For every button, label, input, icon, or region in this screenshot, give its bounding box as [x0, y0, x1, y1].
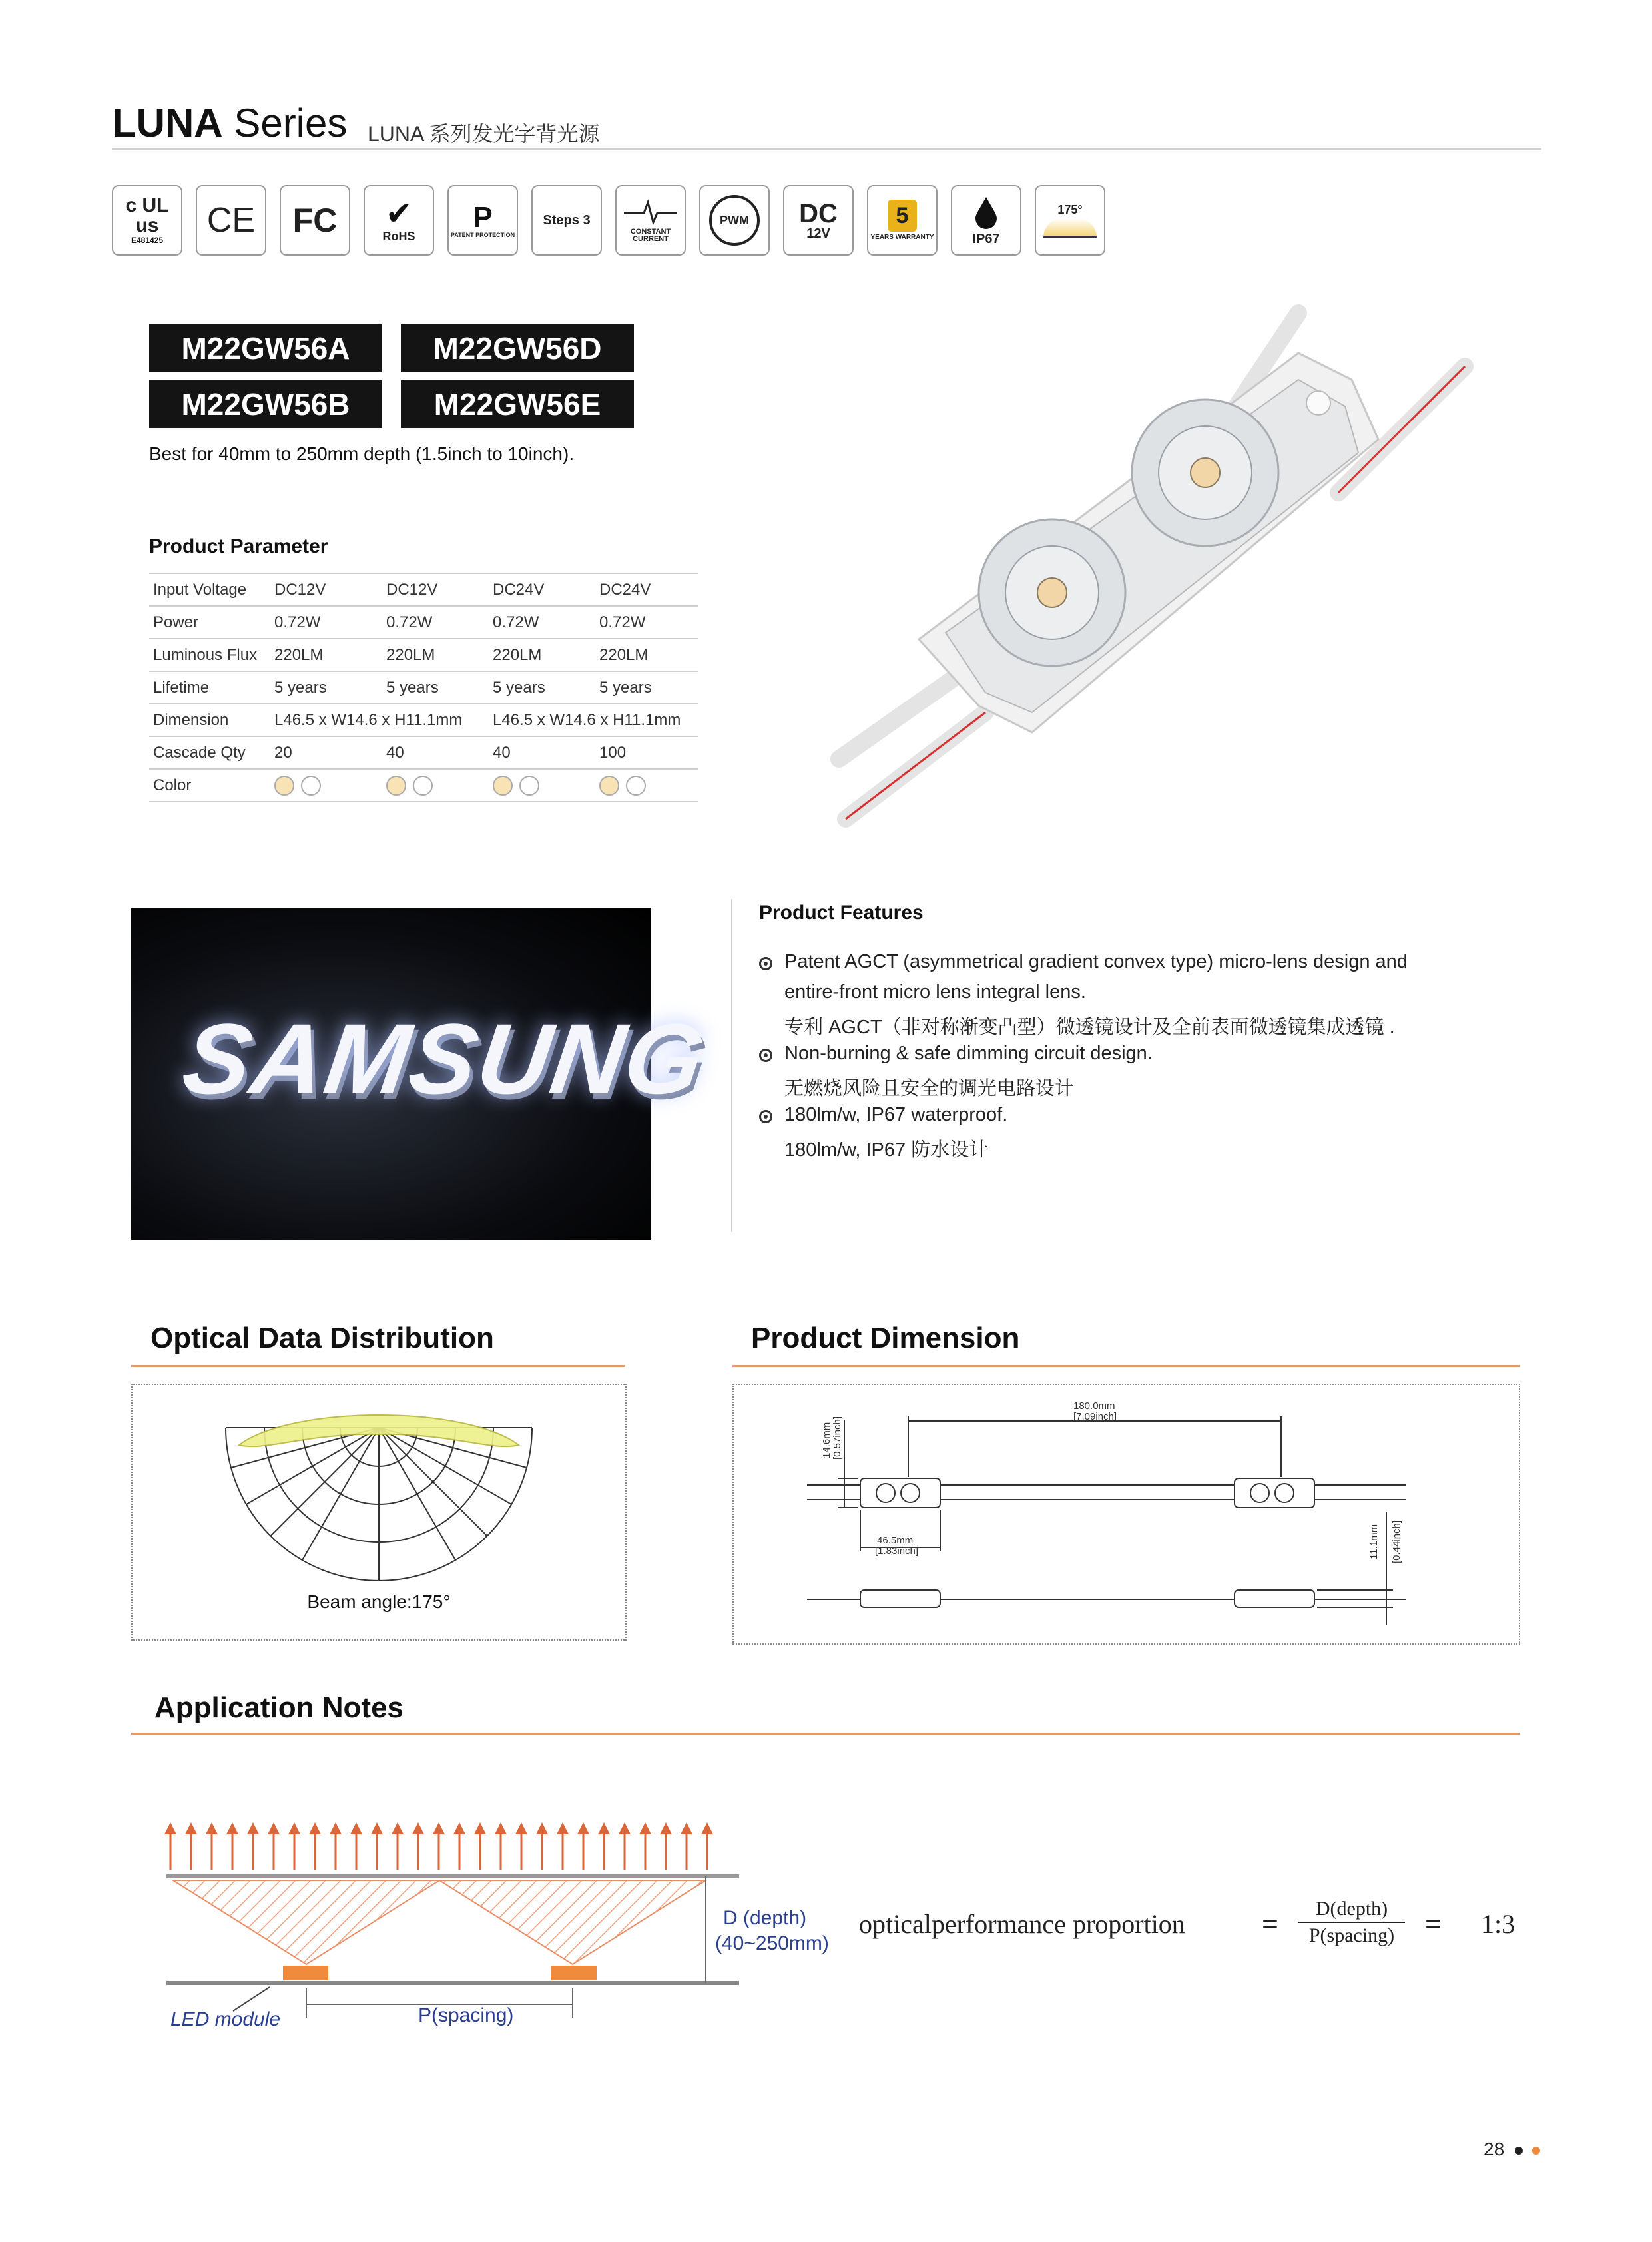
length-in-label: [1.83inch] — [875, 1545, 919, 1557]
led-module-photo — [832, 306, 1472, 826]
feature-3-cn: 180lm/w, IP67 防水设计 — [784, 1139, 989, 1161]
model-label-a: M22GW56A — [149, 324, 382, 372]
led-module-block — [283, 1966, 328, 1980]
feature-3-en: 180lm/w, IP67 waterproof. — [784, 1104, 1008, 1125]
height-in-label: [0.44inch] — [1391, 1520, 1402, 1563]
series-suffix: Series — [234, 101, 348, 145]
patent-icon: P PATENT PROTECTION — [447, 185, 518, 256]
fraction-denominator: P(spacing) — [1308, 1924, 1395, 1946]
warranty-icon: 5 YEARS WARRANTY — [867, 185, 938, 256]
steps-icon: Steps 3 — [531, 185, 602, 256]
depth-range-label: (40~250mm) — [715, 1932, 829, 1954]
bullet-icon — [759, 957, 772, 970]
dimension-section-rule — [732, 1365, 1520, 1367]
dimension-section-title: Product Dimension — [751, 1322, 1020, 1354]
optical-section-title: Optical Data Distribution — [150, 1322, 494, 1354]
header-divider — [112, 148, 1541, 150]
proportion-label: opticalperformance proportion — [859, 1909, 1185, 1939]
led-module-block — [551, 1966, 597, 1980]
feature-1-cn: 专利 AGCT（非对称渐变凸型）微透镜设计及全前表面微透镜集成透镜 . — [784, 1017, 1395, 1038]
feature-1-en-line1: Patent AGCT (asymmetrical gradient convex type) micro-lens design and — [784, 951, 1408, 972]
fraction-bar — [1298, 1922, 1405, 1923]
ratio-value: 1:3 — [1481, 1909, 1515, 1939]
ip67-icon: IP67 — [951, 185, 1021, 256]
white-color-swatch — [413, 776, 433, 796]
feature-2-en: Non-burning & safe dimming circuit design. — [784, 1043, 1153, 1064]
optical-chart-box — [131, 1384, 627, 1641]
table-row: Dimension L46.5 x W14.6 x H11.1mm L46.5 x W14.6 x H11.1mm — [149, 704, 698, 736]
model-label-e: M22GW56E — [401, 380, 634, 428]
fraction-numerator: D(depth) — [1315, 1898, 1388, 1920]
features-divider — [731, 899, 732, 1232]
warm-color-swatch — [493, 776, 513, 796]
ul-cert-icon: c UL us E481425 — [112, 185, 182, 256]
optical-section-rule — [131, 1365, 625, 1367]
height-mm-label: 11.1mm — [1368, 1524, 1380, 1559]
warm-color-swatch — [386, 776, 406, 796]
fraction — [1298, 1898, 1405, 1947]
ce-cert-icon: CE — [196, 185, 266, 256]
bullet-icon — [759, 1110, 772, 1123]
feature-1-en-line2: entire-front micro lens integral lens. — [784, 981, 1086, 1003]
series-name: LUNA — [112, 101, 223, 145]
product-features-title: Product Features — [759, 902, 924, 924]
length-mm-label: 46.5mm — [877, 1535, 914, 1546]
model-label-d: M22GW56D — [401, 324, 634, 372]
page-title — [112, 100, 347, 146]
constant-current-icon: CONSTANT CURRENT — [615, 185, 686, 256]
application-section-rule — [131, 1733, 1520, 1735]
dimension-drawing-box — [732, 1384, 1520, 1645]
product-parameter-table — [149, 573, 698, 802]
table-row: Luminous Flux 220LM 220LM 220LM 220LM — [149, 639, 698, 671]
white-color-swatch — [626, 776, 646, 796]
rohs-cert-icon: ✔ RoHS — [364, 185, 434, 256]
spacing-mm-label: 180.0mm — [1073, 1400, 1115, 1412]
warm-color-swatch — [274, 776, 294, 796]
dimension-drawing — [734, 1385, 1519, 1643]
beam-angle-icon: 175° — [1035, 185, 1105, 256]
table-row: Color — [149, 769, 698, 802]
equals-sign: = — [1262, 1908, 1278, 1940]
table-row: Power 0.72W 0.72W 0.72W 0.72W — [149, 606, 698, 639]
table-row: Lifetime 5 years 5 years 5 years 5 years — [149, 671, 698, 704]
beam-angle-label: Beam angle:175° — [307, 1591, 451, 1612]
samsung-sign-photo — [131, 908, 712, 1240]
width-mm-label: 14.6mm — [821, 1422, 832, 1458]
depth-label: D (depth) — [723, 1907, 807, 1929]
model-label-b: M22GW56B — [149, 380, 382, 428]
product-parameter-title: Product Parameter — [149, 535, 328, 557]
table-row: Input Voltage DC12V DC12V DC24V DC24V — [149, 573, 698, 606]
application-section-title: Application Notes — [154, 1691, 404, 1724]
pwm-icon: PWM — [699, 185, 770, 256]
feature-2-cn: 无燃烧风险且安全的调光电路设计 — [784, 1078, 1075, 1099]
white-color-swatch — [301, 776, 321, 796]
equals-sign: = — [1425, 1908, 1442, 1940]
width-in-label: [0.57inch] — [832, 1416, 843, 1460]
white-color-swatch — [519, 776, 539, 796]
page-dot-icon — [1532, 2147, 1540, 2155]
bullet-icon — [759, 1049, 772, 1062]
spacing-label: P(spacing) — [418, 2004, 514, 2026]
dc-12v-icon: DC 12V — [783, 185, 854, 256]
sign-text: SAMSUNG — [176, 1003, 712, 1115]
table-row: Cascade Qty 20 40 40 100 — [149, 736, 698, 769]
depth-recommendation: Best for 40mm to 250mm depth (1.5inch to 10inch). — [149, 443, 575, 464]
warm-color-swatch — [599, 776, 619, 796]
polar-distribution-diagram — [133, 1385, 625, 1585]
led-module-label: LED module — [170, 2008, 281, 2030]
fcc-cert-icon: FC — [280, 185, 350, 256]
page-subtitle: LUNA 系列发光字背光源 — [368, 122, 600, 146]
page-number: 28 — [1484, 2139, 1540, 2160]
page-dot-icon — [1515, 2147, 1523, 2155]
spacing-in-label: [7.09inch] — [1073, 1411, 1117, 1422]
